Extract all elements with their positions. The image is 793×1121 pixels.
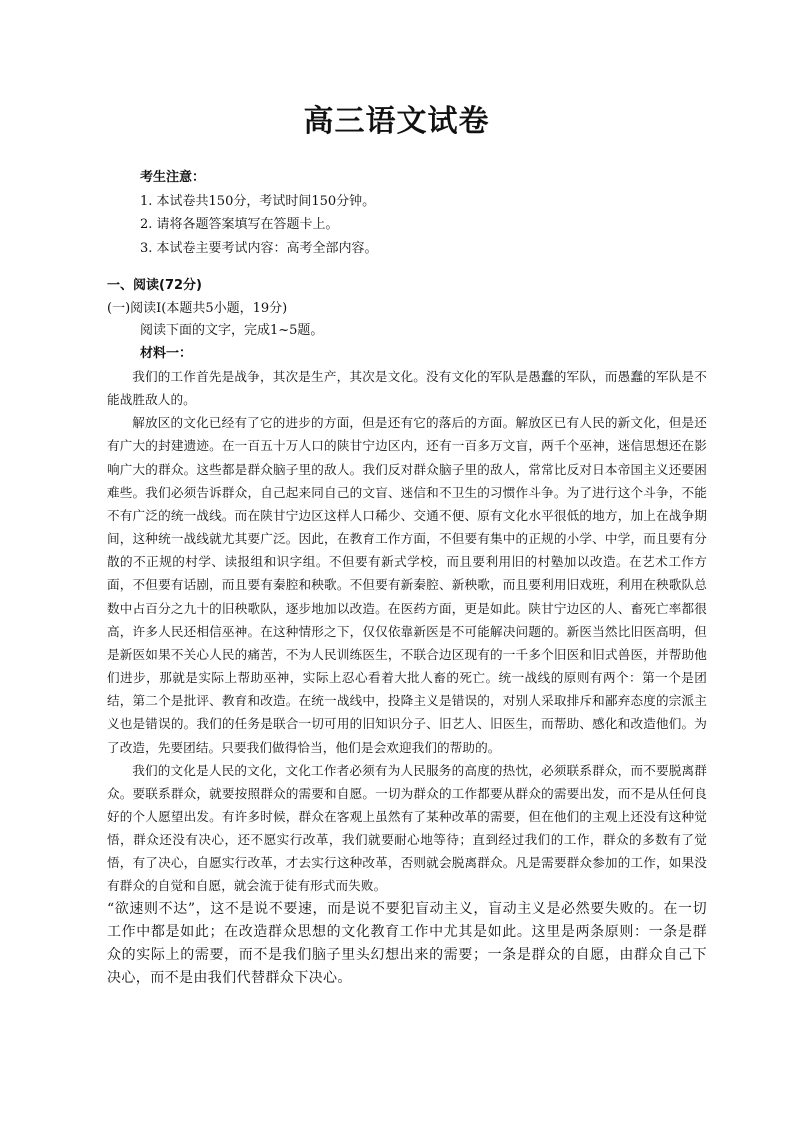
paragraph: “欲速则不达”，这不是说不要速，而是说不要犯盲动主义，盲动主义是必然要失败的。在一切工作中都是如此；在改造群众思想的文化教育工作中尤其是如此。这里是两条原则：一条是群众的实际上的需要，而不是我们脑子里头幻想出来的需要；一条是群众的自愿，由群众自己下决心，而不是由我们代替群众下决心。 [107,900,707,987]
section-reading [107,275,707,365]
section-subtitle: (一)阅读Ⅰ(本题共5小题，19分) [107,300,288,316]
exam-notice [140,166,378,260]
section-title: 一、阅读(72分) [107,278,202,293]
material-label: 材料一： [140,345,193,361]
paragraph: 我们的工作首先是战争，其次是生产，其次是文化。没有文化的军队是愚蠢的军队，而愚蠢的军队是不能战胜敌人的。 [107,369,707,408]
notice-heading: 考生注意： [140,170,206,185]
notice-item: 3. 本试卷主要考试内容：高考全部内容。 [140,240,378,256]
notice-item: 2. 请将各题答案填写在答题卡上。 [140,217,339,232]
paragraph: 我们的文化是人民的文化，文化工作者必须有为人民服务的高度的热忱，必须联系群众，而不要脱离群众。要联系群众，就要按照群众的需要和自愿。一切为群众的工作都要从群众的需要出发，而不是从任何良好的个人愿望出发。有许多时候，群众在客观上虽然有了某种改革的需要，但在他们的主观上还没有这种觉悟，群众还没有决心，还不愿实行改革，我们就要耐心地等待；直到经过我们的工作，群众的多数有了觉悟，有了决心，自愿实行改革，才去实行这种改革，否则就会脱离群众。凡是需要群众参加的工作，如果没有群众的自觉和自愿，就会流于徒有形式而失败。 [107,762,707,894]
reading-text [107,365,707,990]
page-title: 高三语文试卷 [303,104,490,139]
notice-item: 1. 本试卷共150分，考试时间150分钟。 [140,193,376,209]
paragraph: 解放区的文化已经有了它的进步的方面，但是还有它的落后的方面。解放区已有人民的新文化，但是还有广大的封建遗迹。在一百五十万人口的陕甘宁边区内，还有一百多万文盲，两千个巫神，迷信思想还在影响广大的群众。这些都是群众脑子里的敌人。我们反对群众脑子里的敌人，常常比反对日本帝国主义还要困难些。我们必须告诉群众，自己起来同自己的文盲、迷信和不卫生的习惯作斗争。为了进行这个斗争，不能不有广泛的统一战线。而在陕甘宁边区这样人口稀少、交通不便、原有文化水平很低的地方，加上在战争期间，这种统一战线就尤其要广泛。因此，在教育工作方面，不但要有集中的正规的小学、中学，而且要有分散的不正规的村学、读报组和识字组。不但要有新式学校，而且要利用旧的村塾加以改造。在艺术工作方面，不但要有话剧，而且要有秦腔和秧歌。不但要有新秦腔、新秧歌，而且要利用旧戏班，利用在秧歌队总数中占百分之九十的旧秧歌队，逐步地加以改造。在医药方面，更是如此。陕甘宁边区的人、畜死亡率都很高，许多人民还相信巫神。在这种情形之下，仅仅依靠新医是不可能解决问题的。新医当然比旧医高明，但是新医如果不关心人民的痛苦，不为人民训练医生，不联合边区现有的一千多个旧医和旧式兽医，并帮助他们进步，那就是实际上帮助巫神，实际上忍心看着大批人畜的死亡。统一战线的原则有两个：第一个是团结，第二个是批评、教育和改造。在统一战线中，投降主义是错误的，对别人采取排斥和鄙弃态度的宗派主义也是错误的。我们的任务是联合一切可用的旧知识分子、旧艺人、旧医生，而帮助、感化和改造他们。为了改造，先要团结。只要我们做得恰当，他们是会欢迎我们的帮助的。 [107,415,707,755]
section-instruction: 阅读下面的文字，完成1~5题。 [140,323,324,338]
